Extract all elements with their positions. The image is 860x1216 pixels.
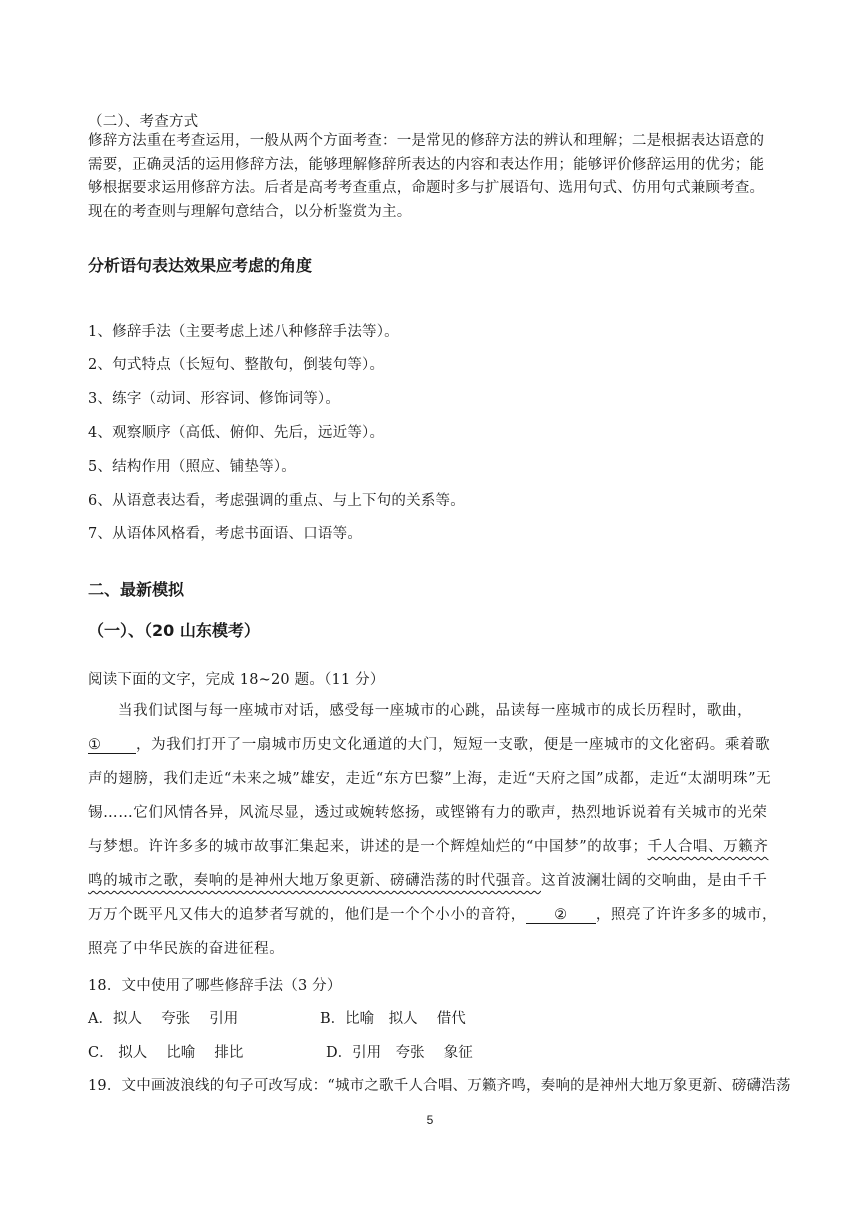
option-b: B．比喻 拟人 借代 [320, 1011, 466, 1027]
angle-item: 3、练字（动词、形容词、修饰词等）。 [88, 391, 341, 407]
blank-1: ① [88, 737, 136, 754]
option-c: C． 拟人 比喻 排比 [88, 1045, 244, 1061]
passage-text: ，为我们打开了一扇城市历史文化通道的大门，短短一支歌，便是一座城市的文化密码。乘着歌声的翅膀，我们走近“未来之城”雄安，走近“东方巴黎”上海，走近“天府之国”成都，走近“太湖明珠”无锡……它们风情各异，风流尽显，透过或婉转悠扬，或铿锵有力的歌声，热烈地诉说着有关城市的光荣与梦想。许许多多的城市故事汇集起来，讲述的是一个辉煌灿烂的“中国梦”的故事； [88, 737, 772, 855]
angle-item: 5、结构作用（照应、铺垫等）。 [88, 459, 296, 475]
question-18-stem: 18．文中使用了哪些修辞手法（3 分） [88, 978, 342, 994]
reading-passage [88, 694, 780, 966]
question-19-stem: 19．文中画波浪线的句子可改写成：“城市之歌千人合唱、万籁齐鸣，奏响的是神州大地万象更新、磅礴浩荡 [88, 1078, 791, 1094]
page-number: 5 [426, 1113, 434, 1127]
mock-heading: 二、最新模拟 [88, 580, 185, 599]
passage-text: 这首波澜壮阔的交响曲，是由千千万万个既平凡又伟大的追梦者写就的，他们是一个个小小的音符， [88, 873, 768, 923]
angles-heading: 分析语句表达效果应考虑的角度 [88, 256, 313, 275]
angle-item: 6、从语意表达看，考虑强调的重点、与上下句的关系等。 [88, 493, 465, 509]
instruction: 阅读下面的文字，完成 18~20 题。（11 分） [88, 672, 385, 688]
angle-item: 1、修辞手法（主要考虑上述八种修辞手法等）。 [88, 324, 399, 340]
angle-item: 7、从语体风格看，考虑书面语、口语等。 [88, 526, 363, 542]
section-method-title: （二）、考查方式 [88, 114, 199, 130]
angle-item: 4、观察顺序（高低、俯仰、先后，远近等）。 [88, 425, 385, 441]
passage-text: 当我们试图与每一座城市对话，感受每一座城市的心跳，品读每一座城市的成长历程时，歌曲， [118, 703, 753, 719]
angle-item: 2、句式特点（长短句、整散句，倒装句等）。 [88, 357, 385, 373]
mock-subheading: （一）、（20 山东模考） [88, 621, 260, 640]
option-a: A．拟人 夸张 引用 [88, 1011, 239, 1027]
wavy-underlined-sentence: 千人合唱、万籁齐鸣的城市之歌，奏响的是神州大地万象更新、磅礴浩荡的时代强音。 [88, 839, 769, 889]
section-method-body: 修辞方法重在考查运用，一般从两个方面考查：一是常见的修辞方法的辨认和理解；二是根据表达语意的需要，正确灵活的运用修辞方法，能够理解修辞所表达的内容和表达作用；能够评价修辞运用的优劣；能够根据要求运用修辞方法。后者是高考考查重点，命题时多与扩展语句、选用句式、仿用句式兼顾考查。现在的考查则与理解句意结合，以分析鉴赏为主。 [88, 133, 765, 220]
option-d: D．引用 夸张 象征 [326, 1045, 473, 1061]
blank-2: ② [526, 907, 596, 924]
passage-text: ，照亮了许许多多的城市，照亮了中华民族的奋进征程。 [88, 907, 778, 957]
